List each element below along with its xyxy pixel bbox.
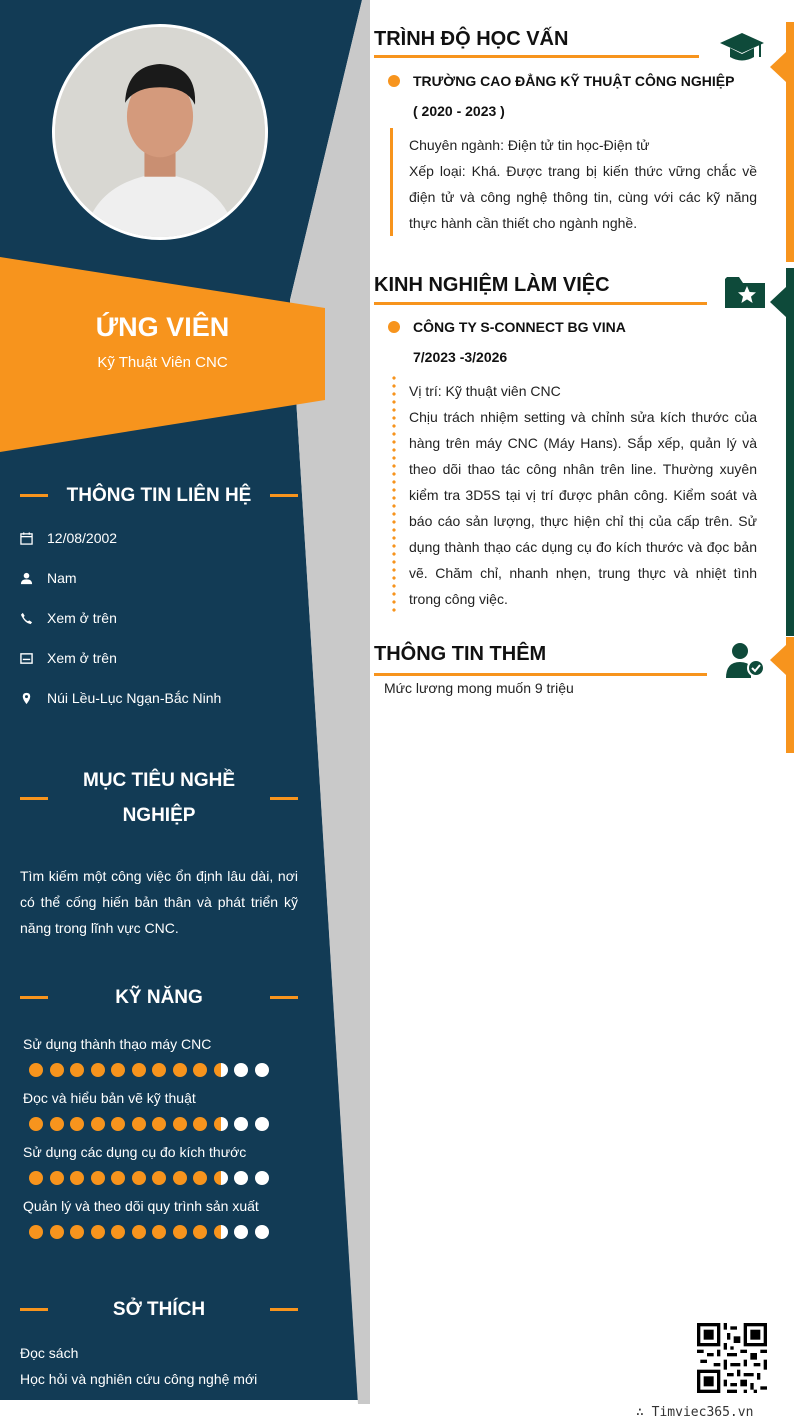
sidebar — [0, 0, 330, 1428]
skill-dot — [111, 1063, 125, 1077]
skill-dot — [152, 1225, 166, 1239]
skill-dot — [173, 1117, 187, 1131]
contact-address — [20, 690, 310, 706]
skill-dot — [132, 1225, 146, 1239]
contact-heading — [20, 478, 298, 513]
additional-side-bar — [786, 637, 794, 753]
skill-dot — [132, 1171, 146, 1185]
experience-position: Vị trí: Kỹ thuật viên CNC — [409, 383, 561, 399]
expected-salary: Mức lương mong muốn 9 triệu — [384, 680, 574, 696]
skill-dot — [70, 1117, 84, 1131]
hobbies-title: SỞ THÍCH — [112, 1299, 206, 1320]
company-name: CÔNG TY S-CONNECT BG VINA — [413, 319, 626, 335]
skill-dot — [214, 1117, 228, 1131]
contact-address-value: Núi Lều-Lục Ngạn-Bắc Ninh — [47, 690, 222, 706]
skill-item — [23, 1089, 313, 1107]
experience-underline — [374, 302, 707, 305]
heading-bar — [20, 1308, 48, 1311]
experience-side-bar — [786, 268, 794, 636]
experience-timeline — [392, 374, 396, 614]
skill-name: Đọc và hiểu bản vẽ kỹ thuật — [23, 1090, 196, 1106]
skill-rating — [29, 1063, 275, 1077]
star-folder-icon — [724, 274, 766, 310]
skill-dot — [173, 1063, 187, 1077]
skill-rating — [29, 1117, 275, 1131]
education-details: Xếp loại: Khá. Được trang bị kiến thức vững chắc về điện tử và công nghệ thông tin, cùng với các kỹ năng thực hành cần thiết cho ngành nghề. — [409, 163, 757, 231]
contact-gender — [20, 570, 310, 586]
objective-text: Tìm kiếm một công việc ổn định lâu dài, nơi có thể cống hiến bản thân và phát triển kỹ năng trong lĩnh vực CNC. — [20, 868, 298, 936]
candidate-role: Kỹ Thuật Viên CNC — [97, 354, 228, 371]
education-underline — [374, 55, 699, 58]
heading-bar — [270, 797, 298, 800]
experience-side-arrow — [770, 287, 786, 317]
calendar-icon — [20, 532, 47, 545]
heading-bar — [270, 996, 298, 999]
email-icon — [20, 652, 47, 665]
heading-bar — [20, 996, 48, 999]
skill-dot — [111, 1117, 125, 1131]
skill-dot — [255, 1063, 269, 1077]
portrait-image — [55, 27, 265, 237]
skill-dot — [173, 1171, 187, 1185]
skill-dot — [50, 1117, 64, 1131]
skill-dot — [50, 1225, 64, 1239]
phone-icon — [20, 612, 47, 625]
map-pin-icon — [20, 692, 47, 705]
education-side-arrow — [770, 52, 786, 82]
skill-dot — [234, 1225, 248, 1239]
candidate-name: ỨNG VIÊN — [95, 312, 230, 342]
skill-dot — [193, 1117, 207, 1131]
site-watermark[interactable]: ∴ Timviec365.vn — [636, 1405, 754, 1420]
contact-phone — [20, 610, 310, 626]
skill-dot — [152, 1171, 166, 1185]
skill-dot — [214, 1171, 228, 1185]
skills-title: KỸ NĂNG — [115, 987, 203, 1008]
hobbies-heading — [20, 1292, 298, 1327]
qr-code[interactable] — [697, 1323, 767, 1393]
skill-dot — [193, 1063, 207, 1077]
skill-dot — [91, 1171, 105, 1185]
skill-item — [23, 1035, 313, 1053]
skill-dot — [91, 1117, 105, 1131]
hobby-item: Học hỏi và nghiên cứu công nghệ mới — [20, 1371, 258, 1387]
skill-dot — [255, 1225, 269, 1239]
skill-dot — [111, 1225, 125, 1239]
experience-bullet — [388, 321, 400, 333]
skill-dot — [234, 1171, 248, 1185]
verified-user-icon — [725, 641, 765, 679]
skill-dot — [29, 1063, 43, 1077]
objective-title-line1: MỤC TIÊU NGHỀ — [83, 770, 235, 791]
skill-name: Sử dụng thành thạo máy CNC — [23, 1036, 212, 1052]
skill-dot — [132, 1117, 146, 1131]
skill-dot — [91, 1225, 105, 1239]
school-name: TRƯỜNG CAO ĐẲNG KỸ THUẬT CÔNG NGHIỆP — [413, 73, 735, 89]
objective-heading — [20, 763, 298, 833]
graduation-cap-icon — [719, 31, 765, 65]
skill-dot — [111, 1171, 125, 1185]
skill-dot — [234, 1063, 248, 1077]
contact-birthday — [20, 530, 310, 546]
heading-bar — [20, 494, 48, 497]
additional-title: THÔNG TIN THÊM — [374, 643, 547, 665]
skill-name: Sử dụng các dụng cụ đo kích thước — [23, 1144, 247, 1160]
objective-title-line2: NGHIỆP — [122, 805, 196, 826]
skill-dot — [50, 1171, 64, 1185]
skill-dot — [255, 1117, 269, 1131]
contact-birthday-value: 12/08/2002 — [47, 530, 118, 546]
additional-underline — [374, 673, 707, 676]
skill-dot — [214, 1225, 228, 1239]
skills-heading — [20, 980, 298, 1015]
experience-title: KINH NGHIỆM LÀM VIỆC — [374, 274, 610, 296]
skill-dot — [29, 1171, 43, 1185]
skill-rating — [29, 1171, 275, 1185]
education-major: Chuyên ngành: Điện tử tin học-Điện tử — [409, 137, 650, 153]
education-title: TRÌNH ĐỘ HỌC VẤN — [374, 28, 569, 50]
skill-item — [23, 1143, 313, 1161]
skill-rating — [29, 1225, 275, 1239]
education-side-bar — [786, 22, 794, 262]
skill-dot — [152, 1117, 166, 1131]
skill-dot — [255, 1171, 269, 1185]
experience-details: Chịu trách nhiệm setting và chỉnh sửa kích thước của hàng trên máy CNC (Máy Hans). Sắp xếp, quản lý và theo dõi thao tác công nhân trên line. Thường xuyên kiểm tra 3D5S tại vị trí được phân công. Kiểm soát và báo cáo sản lượng, thực hiện chỉ thị của cấp trên. Sử dụng thành thạo các dụng cụ đo kích thước và đọc bản vẽ. Chăm chỉ, nhanh nhẹn, trung thực và nhiệt tình trong công việc. — [409, 409, 757, 607]
skill-dot — [29, 1225, 43, 1239]
additional-side-arrow — [770, 645, 786, 675]
skill-dot — [50, 1063, 64, 1077]
user-icon — [20, 572, 47, 585]
skill-dot — [173, 1225, 187, 1239]
skill-dot — [193, 1171, 207, 1185]
contact-gender-value: Nam — [47, 570, 77, 586]
skill-dot — [70, 1063, 84, 1077]
skill-name: Quản lý và theo dõi quy trình sản xuất — [23, 1198, 259, 1214]
heading-bar — [270, 1308, 298, 1311]
skill-dot — [152, 1063, 166, 1077]
skill-dot — [132, 1063, 146, 1077]
skill-dot — [214, 1063, 228, 1077]
skill-dot — [193, 1225, 207, 1239]
hobby-item: Đọc sách — [20, 1345, 79, 1361]
contact-email — [20, 650, 310, 666]
education-bullet — [388, 75, 400, 87]
experience-period: 7/2023 -3/2026 — [413, 349, 508, 365]
candidate-photo — [52, 24, 268, 240]
objective-title — [48, 763, 270, 833]
skill-dot — [70, 1171, 84, 1185]
contact-phone-value[interactable]: Xem ở trên — [47, 610, 117, 626]
heading-bar — [270, 494, 298, 497]
skill-dot — [234, 1117, 248, 1131]
skill-dot — [70, 1225, 84, 1239]
contact-title: THÔNG TIN LIÊN HỆ — [66, 485, 252, 506]
contact-email-value[interactable]: Xem ở trên — [47, 650, 117, 666]
skill-item — [23, 1197, 313, 1215]
education-timeline — [390, 128, 393, 236]
education-period: ( 2020 - 2023 ) — [413, 103, 505, 119]
heading-bar — [20, 797, 48, 800]
skill-dot — [29, 1117, 43, 1131]
skill-dot — [91, 1063, 105, 1077]
